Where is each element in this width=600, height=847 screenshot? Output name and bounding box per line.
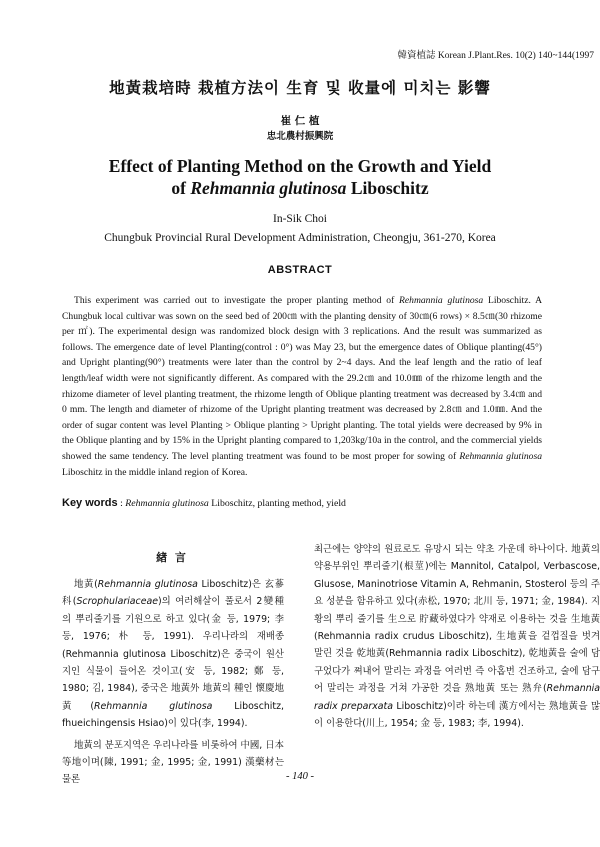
abstract-species1: Rehmannia glutinosa <box>399 295 484 306</box>
abstract-species2: Rehmannia glutinosa <box>459 450 542 462</box>
text-run: Liboschitz, fhueichingensis Hsiao)이 있다(李, 1994). <box>62 700 284 730</box>
text-run: 최근에는 양약의 원료로도 유망시 되는 약초 가운데 하나이다. 地黃의 약용부위인 뿌리줄기(根莖)에는 Mannitol, Catalpol, Verbascose, Glusose, Maninotriose Vitamin A, Rehmanin, Stosterol 등의 주요 성분을 함유하고 있다(赤松, 1970; 北川 등, 1971; 金, 1984). 지황의 뿌리 줄기를 生으로 貯藏하였다가 약재로 이용하는 것을 生地黃(Rehmannia radix crudus Liboschitz), 生地黃을 겉껍질을 벗겨 말린 것을 乾地黃(Rehmannia radix Liboschitz), 乾地黃을 술에 담구었다가 쪄내어 말리는 과정을 여러번 즉 아홉번 건조하고, 술에 담구어 말리는 과정을 거쳐 가공한 것을 熟地黃 또는 熟弁( <box>314 544 600 695</box>
title-prefix: of <box>171 178 191 198</box>
abstract-body <box>62 293 542 480</box>
abstract-part3: Liboschitz in the middle inland region of Korea. <box>62 466 248 478</box>
english-author: In-Sik Choi <box>273 213 327 225</box>
korean-title: 地黃栽培時 栽植方法이 生育 및 收量에 미치는 影響 <box>109 79 491 97</box>
journal-header: 韓資植誌 Korean J.Plant.Res. 10(2) 140~144(1997 <box>397 51 594 61</box>
abstract-part1: This experiment was carried out to investigate the proper planting method of <box>74 295 400 306</box>
page-number: - 140 - <box>286 771 314 782</box>
species-name: Rehmannia glutinosa <box>97 579 198 590</box>
abstract-heading: ABSTRACT <box>267 264 333 276</box>
english-title <box>0 155 600 199</box>
intro-paragraph-2: 地黃의 분포지역은 우리나라를 비롯하여 中國, 日本 等地이며(陳, 1991; 金, 1995; 金, 1991) 漢藥材는물론 <box>62 739 284 786</box>
korean-affiliation: 忠北農村振興院 <box>266 131 334 142</box>
text-run: )의 여러해살이 풀로서 2變種의 뿌리줄기를 기원으로 하고 있다(金 등, 1979; 李 등, 1976; 朴 등, 1991). 우리나라의 재배종(Rehmannia glutinosa Liboschitz)은 중국이 원산지인 식물이 들어온 것이고(安 등, 1982; 鄭 등, 1980; 김, 1984), 중국은 地黃外 地黃의 種인 懷慶地黃( <box>62 596 284 712</box>
english-affiliation: Chungbuk Provincial Rural Development Administration, Cheongju, 361-270, Korea <box>104 232 496 244</box>
keywords-label: Key words <box>62 497 118 509</box>
species-name: Rehmannia radix preparxata <box>314 683 600 712</box>
text-run: 地黃( <box>74 579 98 590</box>
keywords-separator: : <box>117 498 126 509</box>
english-title-line2 <box>0 177 600 199</box>
korean-author: 崔 仁 植 <box>280 115 320 127</box>
title-suffix: Liboschitz <box>346 178 429 198</box>
keywords-rest: Liboschitz, planting method, yield <box>208 498 346 509</box>
text-run: Liboschitz)은 玄蔘科( <box>62 579 284 608</box>
species-name: Rehmannia glutinosa <box>94 700 213 712</box>
keywords <box>62 497 542 509</box>
left-column <box>62 576 284 793</box>
family-name: Scrophulariaceae <box>76 596 158 608</box>
right-column <box>314 541 600 761</box>
title-species: Rehmannia glutinosa <box>190 178 347 198</box>
keywords-species: Rehmannia glutinosa <box>125 498 209 509</box>
text-run: Liboschitz)이라 하는데 漢方에서는 熟地黃을 많이 이용한다(川上, 1954; 金 등, 1983; 李, 1994). <box>314 700 600 730</box>
intro-paragraph-1 <box>62 576 284 733</box>
introduction-heading: 緖 言 <box>156 551 188 564</box>
english-title-line1: Effect of Planting Method on the Growth and Yield <box>108 156 492 176</box>
abstract-part2: Liboschitz. A Chungbuk local cultivar was sown on the seed bed of 200㎝ with the planting density of 30㎝(6 rows) × 8.5㎝(30 rhizome per ㎡). The experimental design was randomized block design with 3 replications. And the result was summarized as follows. The emergence date of level Planting(control : 0°) was May 23, but the emergence dates of Oblique planting(45°) and Upright planting(90°) treatments were later than the control by 2~4 days. And the leaf length and the ratio of leaf length/leaf width were not significantly different. As compared with the 29.2㎝ and 10.0㎜ of the rhizome length and the rhizome diameter of level planting treatment, the rhizome length of Oblique planting treatment was decreased by 3.4㎝ and 0 mm. The length and diameter of rhizome of the Upright planting treatment was decreased by 2.8㎝ and 1.0㎜. And the order of sugar content was level Planting > Oblique planting > Upright planting. The total yields were decreased by 9% in the Oblique planting and by 15% in the Upright planting compared to 1,203kg/10a in the control, and the commercial yields showed the same tendency. The level planting treatment was found to be most proper for sowing of <box>62 295 543 462</box>
